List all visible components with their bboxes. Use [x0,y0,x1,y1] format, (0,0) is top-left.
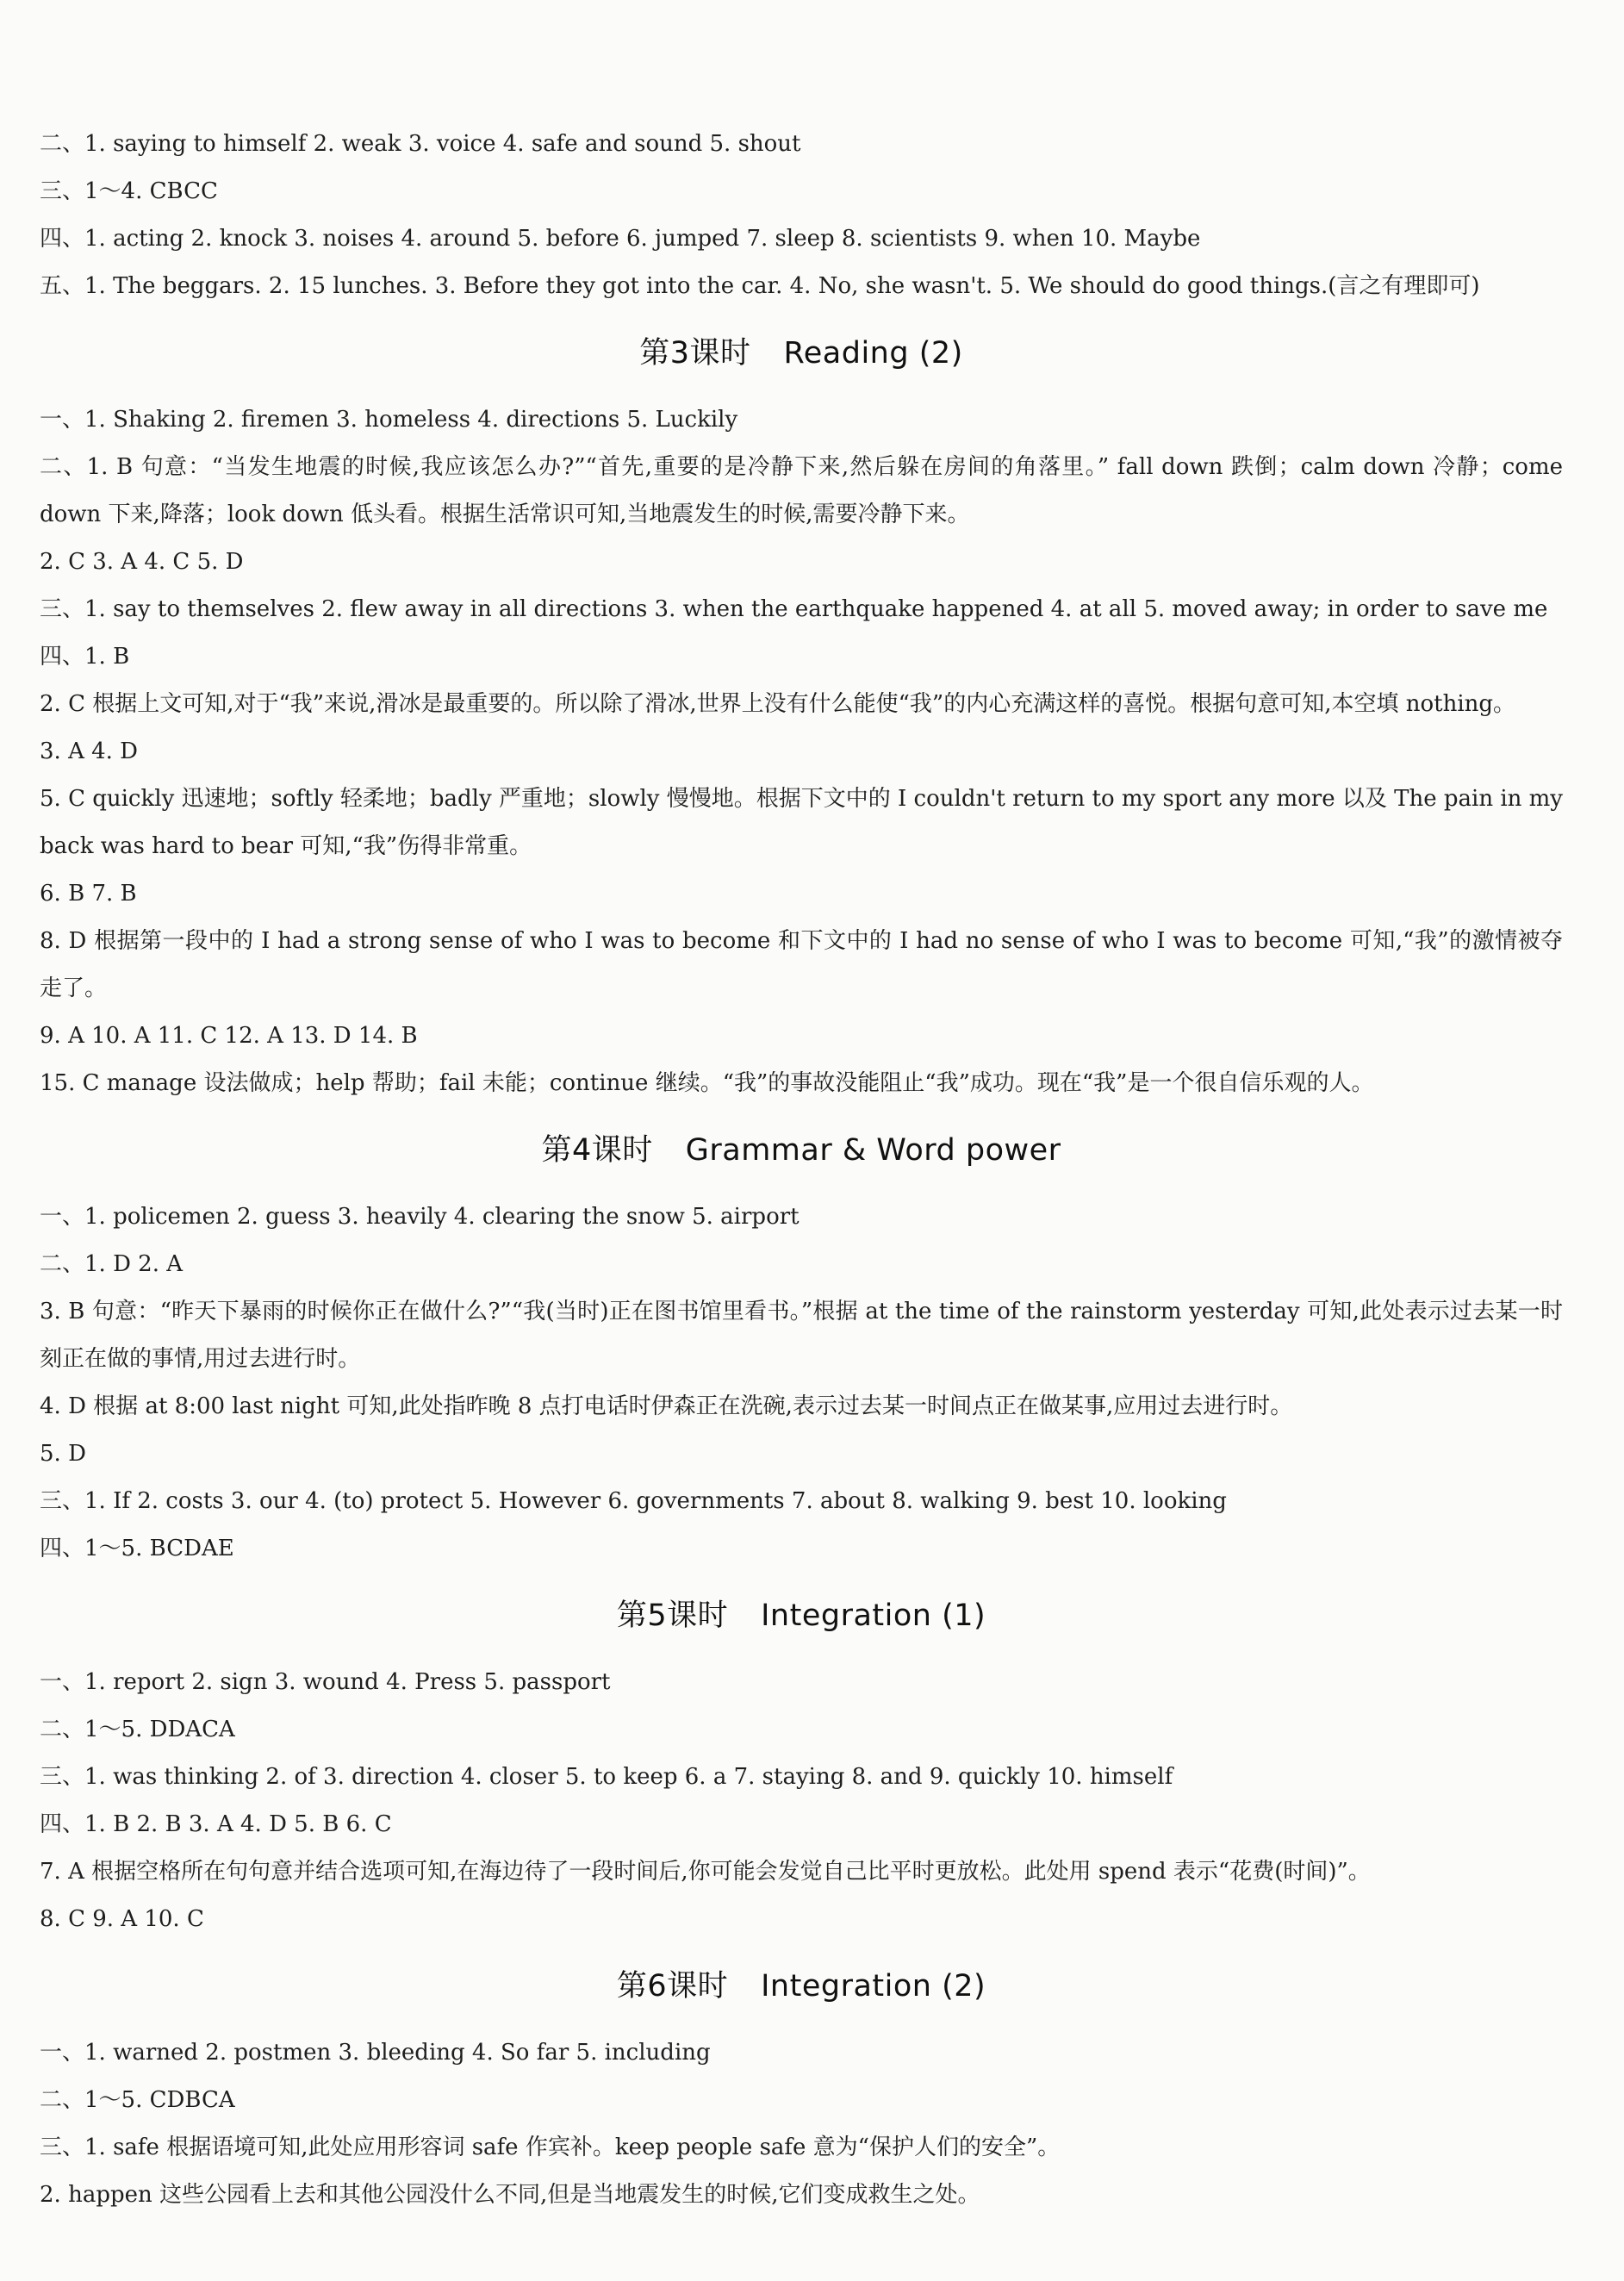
answer-line: 四、1. acting 2. knock 3. noises 4. around 5. before 6. jumped 7. sleep 8. scientists 9. when 10. Maybe [40,226,1201,252]
answer-line: 二、1. saying to himself 2. weak 3. voice 4. safe and sound 5. shout [40,131,801,157]
answer-line: 6. B 7. B [40,881,137,907]
answer-line: 5. D [40,1441,86,1467]
answer-line: 9. A 10. A 11. C 12. A 13. D 14. B [40,1023,418,1049]
lesson-title: Integration (1) [761,1599,986,1633]
answer-line: 8. C 9. A 10. C [40,1906,204,1932]
answer-line: 2. happen 这些公园看上去和其他公园没什么不同,但是当地震发生的时候,它们变成救生之处。 [40,2182,980,2208]
answer-line: 四、1. B [40,644,130,670]
lesson-number: 第5课时 [616,1599,729,1633]
lesson-number: 第6课时 [616,1969,729,2004]
answer-line: 二、1～5. CDBCA [40,2087,235,2113]
answer-paragraph: 二、1. B 句意：“当发生地震的时候,我应该怎么办?”“首先,重要的是冷静下来,然后躲在房间的角落里。” fall down 跌倒；calm down 冷静；come down 下来,降落；look down 低头看。根据生活常识可知,当地震发生的时候,需要冷静下来。 [40,454,1563,527]
answer-paragraph: 2. C 根据上文可知,对于“我”来说,滑冰是最重要的。所以除了滑冰,世界上没有什么能使“我”的内心充满这样的喜悦。根据句意可知,本空填 nothing。 [40,691,1516,717]
answer-line: 一、1. Shaking 2. firemen 3. homeless 4. directions 5. Luckily [40,407,738,433]
answer-line: 二、1～5. DDACA [40,1717,235,1742]
answer-line: 一、1. policemen 2. guess 3. heavily 4. clearing the snow 5. airport [40,1204,800,1230]
lesson-number: 第4课时 [541,1133,653,1168]
answer-line: 四、1～5. BCDAE [40,1536,234,1561]
answer-page [40,121,1563,2219]
answer-line: 三、1. was thinking 2. of 3. direction 4. closer 5. to keep 6. a 7. staying 8. and 9. quickly 10. himself [40,1764,1173,1790]
lesson-heading [40,1573,1563,1659]
lesson-title: Grammar & Word power [685,1133,1061,1168]
answer-line: 7. A 根据空格所在句句意并结合选项可知,在海边待了一段时间后,你可能会发觉自己比平时更放松。此处用 spend 表示“花费(时间)”。 [40,1859,1371,1885]
answer-line: 三、1～4. CBCC [40,178,218,204]
answer-line: 三、1. safe 根据语境可知,此处应用形容词 safe 作宾补。keep people safe 意为“保护人们的安全”。 [40,2135,1061,2160]
lesson-title: Integration (2) [761,1969,986,2004]
answer-line: 一、1. report 2. sign 3. wound 4. Press 5. passport [40,1669,611,1695]
lesson-heading [40,1943,1563,2029]
answer-line: 15. C manage 设法做成；help 帮助；fail 未能；continue 继续。“我”的事故没能阻止“我”成功。现在“我”是一个很自信乐观的人。 [40,1070,1374,1096]
answer-line: 二、1. D 2. A [40,1251,184,1277]
answer-paragraph: 5. C quickly 迅速地；softly 轻柔地；badly 严重地；slowly 慢慢地。根据下文中的 I couldn't return to my sport any more 以及 The pain in my back was hard to bear 可知,“我”伤得非常重。 [40,786,1564,859]
lesson-title: Reading (2) [783,336,963,371]
answer-line: 四、1. B 2. B 3. A 4. D 5. B 6. C [40,1811,392,1837]
answer-line: 2. C 3. A 4. C 5. D [40,549,244,575]
lesson-heading [40,1107,1563,1193]
lesson-number: 第3课时 [639,336,751,371]
answer-line: 4. D 根据 at 8:00 last night 可知,此处指昨晚 8 点打电话时伊森正在洗碗,表示过去某一时间点正在做某事,应用过去进行时。 [40,1393,1293,1419]
answer-paragraph: 8. D 根据第一段中的 I had a strong sense of who I was to become 和下文中的 I had no sense of who I was to become 可知,“我”的激情被夺走了。 [40,928,1563,1001]
answer-line: 三、1. If 2. costs 3. our 4. (to) protect 5. However 6. governments 7. about 8. walking 9. best 10. looking [40,1488,1227,1514]
answer-line: 三、1. say to themselves 2. flew away in all directions 3. when the earthquake happened 4. at all 5. moved away; in order to save me [40,596,1548,622]
lesson-heading [40,310,1563,396]
answer-line: 五、1. The beggars. 2. 15 lunches. 3. Before they got into the car. 4. No, she wasn't. 5. We should do good things.(言之有理即可) [40,273,1480,299]
answer-line: 3. A 4. D [40,739,139,764]
answer-line: 一、1. warned 2. postmen 3. bleeding 4. So far 5. including [40,2040,711,2066]
answer-paragraph: 3. B 句意：“昨天下暴雨的时候你正在做什么?”“我(当时)正在图书馆里看书。”根据 at the time of the rainstorm yesterday 可知,此处表示过去某一时刻正在做的事情,用过去进行时。 [40,1299,1563,1372]
